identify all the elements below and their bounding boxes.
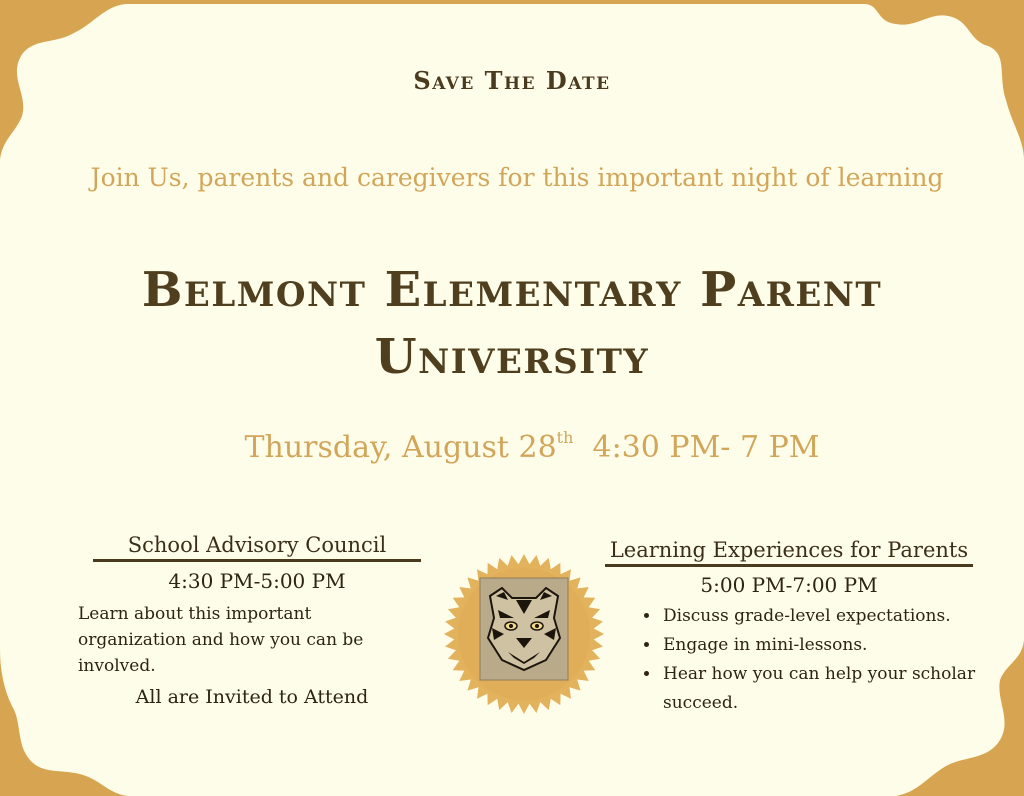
advisory-council-heading: School Advisory Council (93, 533, 421, 562)
advisory-council-invite: All are Invited to Attend (135, 686, 369, 708)
list-item: • Hear how you can help your scholar succeed. (661, 660, 1024, 718)
advisory-council-time: 4:30 PM-5:00 PM (168, 569, 346, 593)
tiger-head-icon (442, 552, 606, 716)
learning-experiences-heading: Learning Experiences for Parents (605, 538, 973, 567)
event-time-range: 4:30 PM- 7 PM (592, 430, 820, 465)
list-item: • Discuss grade-level expectations. (661, 602, 1024, 631)
invitation-text: Join Us, parents and caregivers for this important night of learning (90, 163, 944, 192)
event-title-line-1: Belmont Elementary Parent (141, 262, 883, 318)
date-ordinal-suffix: th (556, 428, 574, 447)
learning-experiences-list (637, 602, 1024, 718)
advisory-council-description: Learn about this important organization and how you can be involved. (78, 604, 364, 676)
event-date-time (0, 428, 1024, 465)
save-the-date-heading: Save The Date (413, 66, 611, 95)
list-item: • Engage in mini-lessons. (661, 631, 1024, 660)
event-title-line-2: University (374, 329, 650, 385)
event-date: Thursday, August 28 (244, 430, 557, 465)
learning-experiences-time: 5:00 PM-7:00 PM (700, 573, 878, 597)
